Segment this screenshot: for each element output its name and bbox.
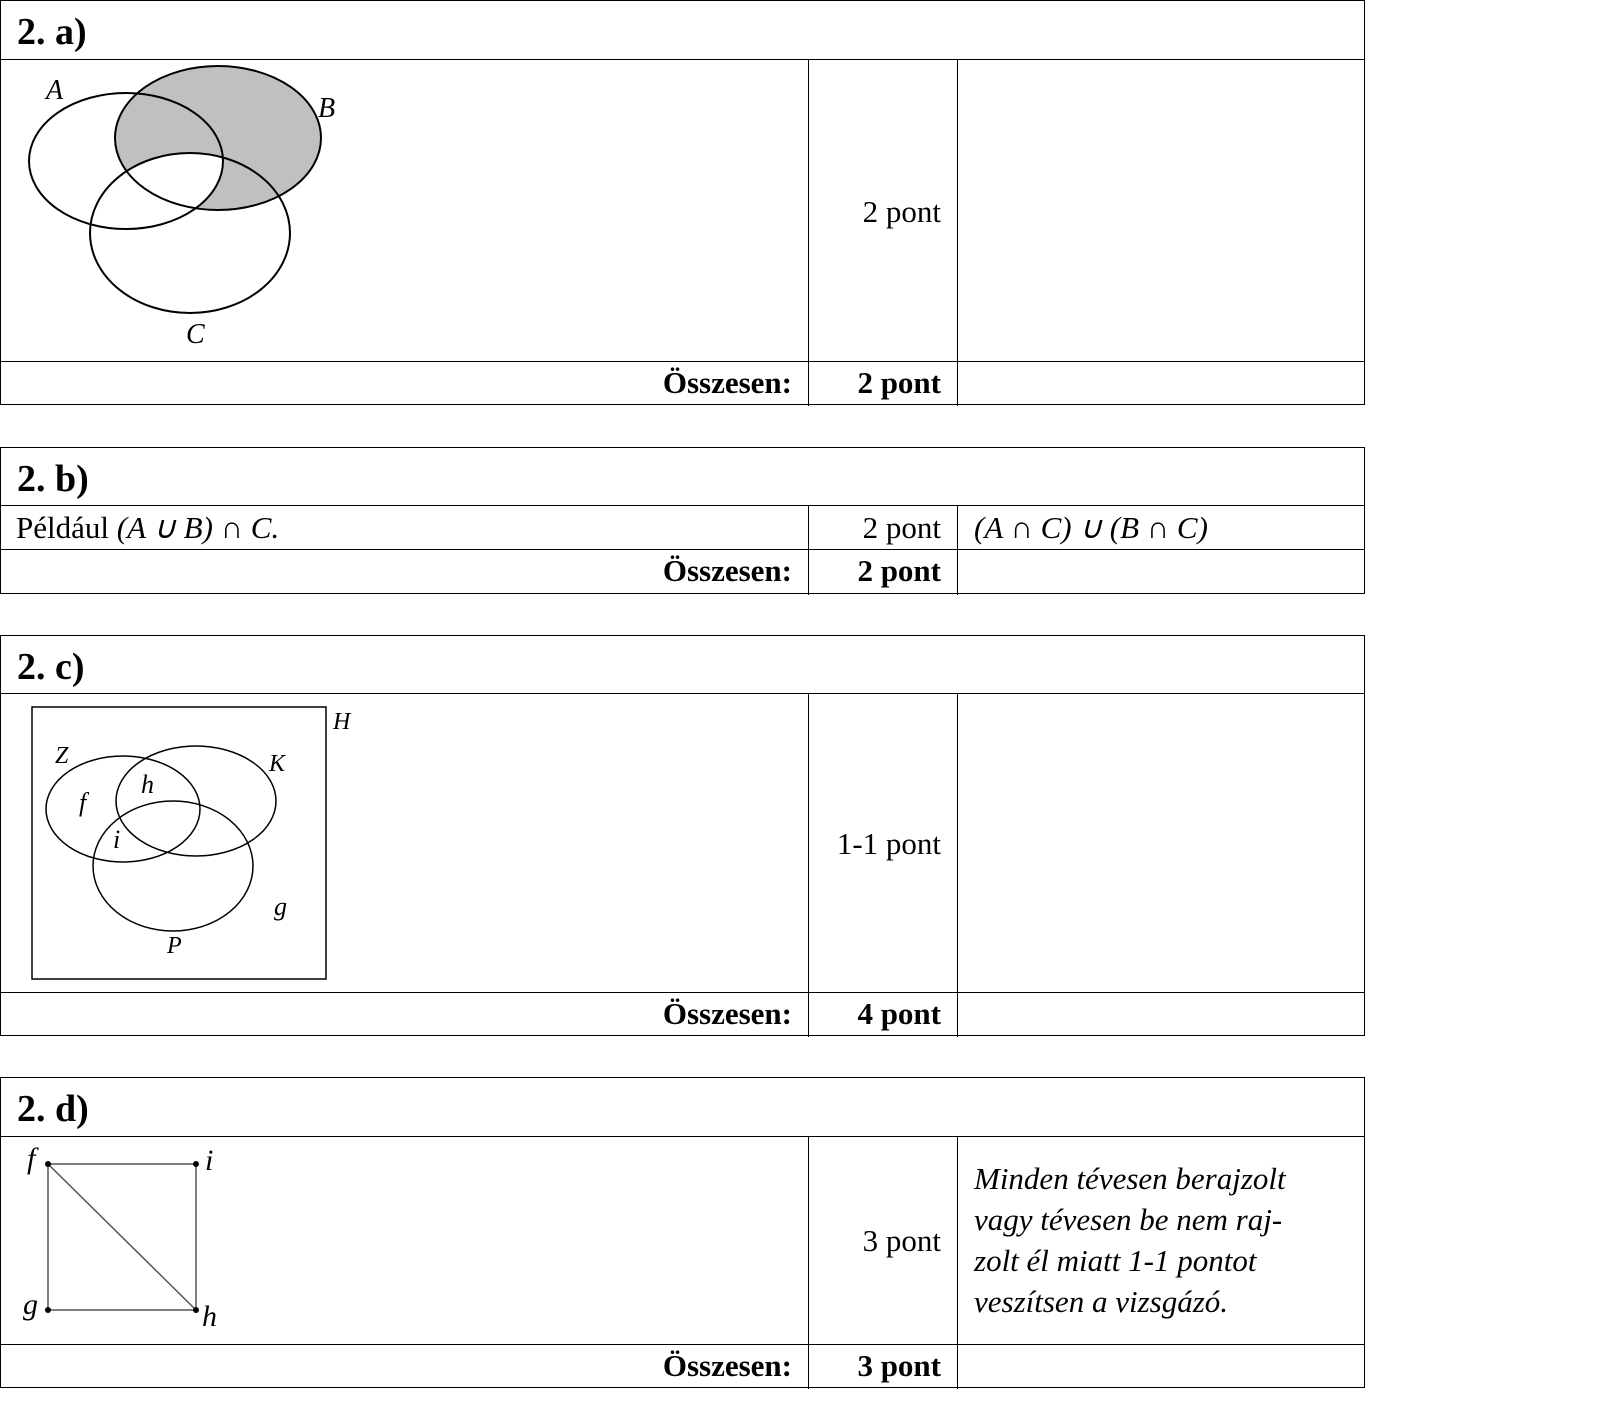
note-line: vagy tévesen be nem raj- bbox=[974, 1202, 1283, 1237]
section-2c bbox=[0, 635, 1365, 1036]
node-label-g: g bbox=[23, 1288, 38, 1321]
label-h-element: h bbox=[141, 770, 154, 799]
label-c: C bbox=[186, 319, 205, 350]
answer bbox=[16, 510, 279, 546]
section-title: 2. c) bbox=[1, 636, 1364, 694]
node-g bbox=[45, 1307, 51, 1313]
total-points: 3 pont bbox=[857, 1348, 941, 1383]
label-a: A bbox=[46, 75, 64, 106]
label-b: B bbox=[318, 93, 336, 124]
answer-prefix: Például bbox=[16, 510, 117, 545]
venn-diagram-hzkp bbox=[1, 693, 401, 993]
node-i bbox=[193, 1161, 199, 1167]
total-points: 2 pont bbox=[857, 365, 941, 400]
label-f: f bbox=[79, 788, 87, 817]
divider bbox=[1, 1344, 1364, 1345]
edge-f-h bbox=[48, 1164, 196, 1310]
node-label-h: h bbox=[202, 1300, 217, 1333]
divider bbox=[957, 693, 958, 1037]
points: 1-1 pont bbox=[836, 826, 941, 861]
label-k: K bbox=[269, 751, 286, 777]
total-label: Összesen: bbox=[662, 553, 792, 588]
scoring-note bbox=[974, 1158, 1286, 1322]
total-label: Összesen: bbox=[662, 996, 792, 1031]
section-2a bbox=[0, 0, 1365, 405]
node-f bbox=[45, 1161, 51, 1167]
set-k bbox=[116, 746, 276, 856]
node-h bbox=[193, 1307, 199, 1313]
points: 3 pont bbox=[862, 1223, 941, 1258]
divider bbox=[1, 549, 1364, 550]
divider bbox=[957, 59, 958, 406]
label-z: Z bbox=[55, 743, 69, 769]
section-title: 2. d) bbox=[1, 1078, 1364, 1137]
divider bbox=[957, 1136, 958, 1389]
label-p: P bbox=[167, 933, 182, 959]
label-g: g bbox=[274, 892, 287, 921]
label-i: i bbox=[113, 825, 121, 854]
divider bbox=[808, 693, 809, 1037]
points: 2 pont bbox=[862, 510, 941, 545]
note-line: zolt él miatt 1-1 pontot bbox=[974, 1243, 1257, 1278]
divider bbox=[1, 361, 1364, 362]
venn-diagram-abc bbox=[1, 59, 401, 361]
graph-diagram bbox=[1, 1136, 241, 1344]
note-line: veszítsen a vizsgázó. bbox=[974, 1284, 1229, 1319]
note-line: Minden tévesen berajzolt bbox=[974, 1161, 1286, 1196]
alternative-answer: (A ∩ C) ∪ (B ∩ C) bbox=[974, 510, 1208, 545]
total-points: 4 pont bbox=[857, 996, 941, 1031]
total-label: Összesen: bbox=[662, 1348, 792, 1383]
answer-expression: (A ∪ B) ∩ C. bbox=[116, 510, 280, 545]
total-label: Összesen: bbox=[662, 365, 792, 400]
points: 2 pont bbox=[862, 194, 941, 229]
section-title: 2. a) bbox=[1, 1, 1364, 60]
section-2b bbox=[0, 447, 1365, 594]
set-z bbox=[46, 756, 200, 862]
total-points: 2 pont bbox=[857, 553, 941, 588]
divider bbox=[808, 59, 809, 406]
node-label-i: i bbox=[205, 1144, 214, 1177]
section-2d bbox=[0, 1077, 1365, 1388]
divider bbox=[957, 505, 958, 595]
set-p bbox=[93, 801, 253, 931]
node-label-f: f bbox=[27, 1142, 36, 1175]
label-h: H bbox=[333, 709, 351, 735]
section-title: 2. b) bbox=[1, 448, 1364, 506]
